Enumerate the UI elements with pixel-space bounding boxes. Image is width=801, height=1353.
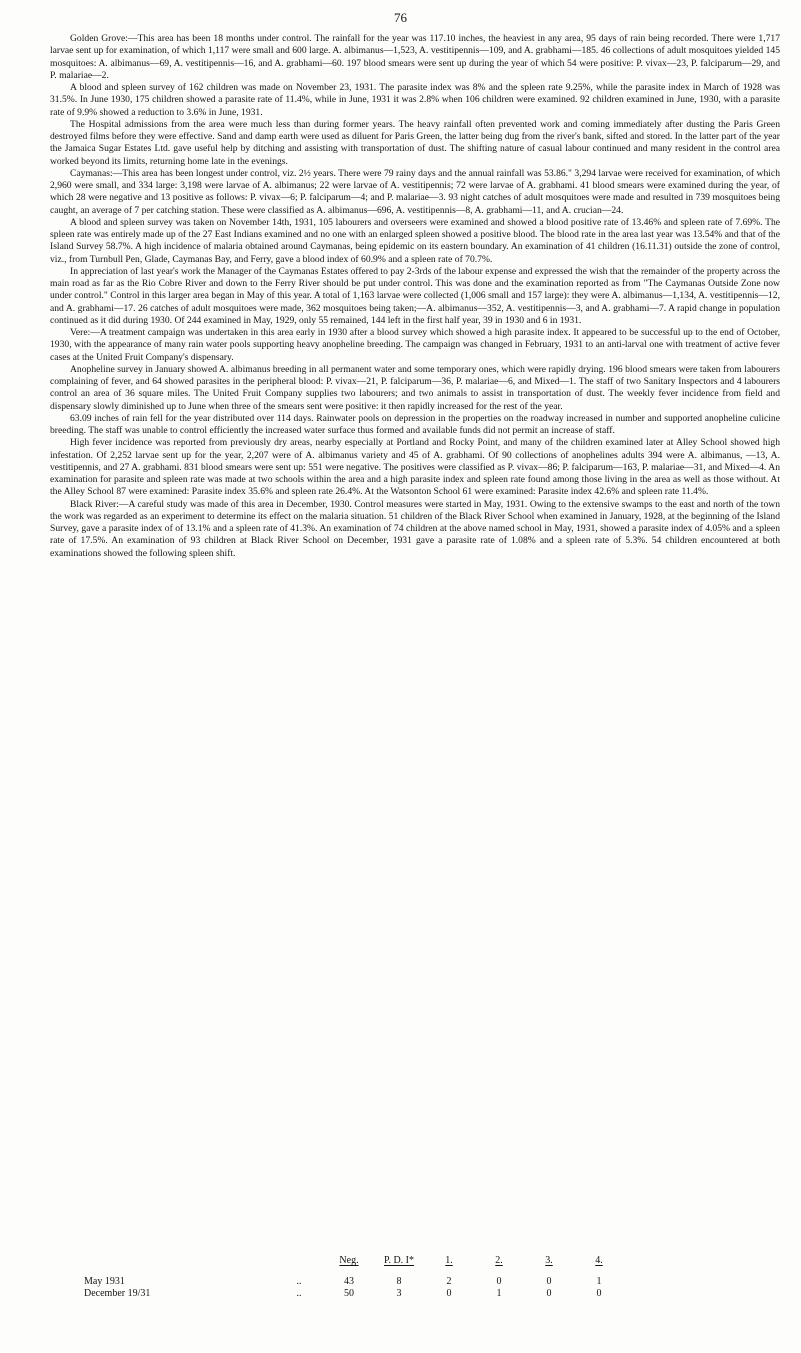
paragraph-caymanas: Caymanas:—This area has been longest under control, viz. 2½ years. There were 79 rainy days and the annual rainfall was 53.86." 3,294 larvae were received for examination, of which 2,960 were small, and 334 large: 3,198 were larvae of A. albimanus; 22 were larvae of A. vestitipennis; 72 were larvae of A. grabhami. 41 blood smears were examined during the year, of which 28 were negative and 13 positive as follows: P. vivax—6; P. falciparum—4; and P. malariae—3. 93 night catches of adult mosquitoes were made and resulted in 739 mosquitoes being caught, an average of 7 per catching station. These were classified as A. albimanus—696, A. vestitipennis—8, A. grabhami—11, and A. crucian—24. — [50, 167, 780, 216]
table-cell: 50 — [344, 1288, 354, 1299]
table-cell: 43 — [344, 1276, 354, 1287]
table-cell: .. — [296, 1276, 302, 1287]
paragraph-caymanas-outside-zone: In appreciation of last year's work the Manager of the Caymanas Estates offered to pay 2-3rds of the labour expense and expressed the wish that the remainder of the property across the main road as far as the Rio Cobre River and down to the Ferry River should be put under control. This was done and the examination reported as from "The Caymanas Outside Zone now under control." Control in this larger area began in May of this year. A total of 1,163 larvae were collected (1,006 small and 157 large): they were A. albimanus—1,134, A. vestitipennis—12, and A. grabhami—17. 26 catches of adult mosquitoes were made, 362 mosquitoes being taken;—A. albimanus—352, A. vestitipennis—3, and A. grabhami—7. A rapid change in population continued as it did during 1930. Of 244 examined in May, 1929, only 55 remained, 144 left in the first half year, 39 in 1930 and 6 in 1931. — [50, 265, 780, 326]
page-number: 76 — [394, 10, 407, 25]
table-cell: May 1931 — [84, 1276, 125, 1287]
table-row — [84, 1288, 624, 1300]
table-cell: 0 — [496, 1276, 502, 1287]
report-body — [50, 33, 780, 560]
paragraph-vere-anopheline: Anopheline survey in January showed A. albimanus breeding in all permanent water and some temporary ones, which were rapidly drying. 196 blood smears were taken from labourers complaining of fever, and 64 showed parasites in the peripheral blood: P. vivax—21, P. falciparum—36, P. malariae—6, and Mixed—1. The staff of two Sanitary Inspectors and 4 labourers control an area of 36 square miles. The United Fruit Company supplies two labourers; and two animals to assist in transportation of dust. The weekly fever incidence from field and dispensary slowly diminished up to June when three of the smears sent were positive: it then rapidly increased for the rest of the year. — [50, 363, 780, 412]
table-header-cell: P. D. I* — [383, 1255, 414, 1266]
table-cell: 3 — [396, 1288, 402, 1299]
table-header-cell — [84, 1255, 274, 1267]
table-header-row — [84, 1255, 624, 1267]
table-cell: 0 — [546, 1276, 552, 1287]
paragraph-vere: Vere:—A treatment campaign was undertaken in this area early in 1930 after a blood survey which showed a high parasite index. It appeared to be successful up to the end of October, 1930, with the appearance of many rain water pools supporting heavy anopheline breeding. The campaign was changed in February, 1931 to an anti-larval one with treatment of active fever cases at the United Fruit Company's dispensary. — [50, 327, 780, 363]
paragraph-golden-grove-hospital: The Hospital admissions from the area were much less than during former years. The heavy rainfall often prevented work and coming immediately after dusting the Paris Green destroyed films before they were effective. Sand and damp earth were used as diluent for Paris Green, the latter being dug from the river's bank, sifted and stored. In the latter part of the year the Jamaica Sugar Estates Ltd. gave useful help by ditching and assisting with transportation of dust. The shifting nature of casual labour continued and many resident in the control area worked beyond its limits, returning home late in the evenings. — [50, 118, 780, 167]
table-header-cell: 1. — [445, 1255, 453, 1266]
table-cell: 1 — [596, 1276, 602, 1287]
table-cell: 1 — [496, 1288, 502, 1299]
table-header-cell: 2. — [495, 1255, 503, 1266]
paragraph-black-river: Black River:—A careful study was made of this area in December, 1930. Control measures were started in May, 1931. Owing to the extensive swamps to the east and north of the town the work was regarded as an experiment to determine its effect on the malaria situation. 51 children of the Black River School when examined in January, 1928, at the beginning of the Island Survey, gave a parasite index of of 13.1% and a spleen rate of 41.3%. An examination of 74 children at the above named school in May, 1931, showed a parasite index of 4.05% and a spleen rate of 17.5%. An examination of 93 children at Black River School on December, 1931 gave a parasite rate of 1.08% and a spleen rate of 5.3%. 54 children encountered at both examinations showed the following spleen shift. — [50, 498, 780, 559]
table-cell: 0 — [546, 1288, 552, 1299]
table-cell: December 19/31 — [84, 1288, 151, 1299]
table-cell: 8 — [396, 1276, 402, 1287]
table-row — [84, 1276, 624, 1288]
table-header-cell: Neg. — [339, 1255, 359, 1266]
table-cell: 0 — [596, 1288, 602, 1299]
table-header-cell: 3. — [545, 1255, 553, 1266]
table-header-cell — [274, 1255, 324, 1267]
table-cell: .. — [296, 1288, 302, 1299]
paragraph-vere-rainfall: 63.09 inches of rain fell for the year distributed over 114 days. Rainwater pools on depression in the properties on the roadway increased in number and supported anopheline culicine breeding. The staff was unable to control efficiently the increased water surface thus formed and available funds did not permit an increase of staff. — [50, 412, 780, 436]
spleen-shift-table — [50, 1255, 780, 1300]
table-header-cell: 4. — [595, 1255, 603, 1266]
table-cell: 2 — [446, 1276, 452, 1287]
table-cell: 0 — [446, 1288, 452, 1299]
paragraph-caymanas-survey: A blood and spleen survey was taken on November 14th, 1931, 105 labourers and overseers were examined and showed a blood positive rate of 13.46% and spleen rate of 7.69%. The spleen rate was entirely made up of the 27 East Indians examined and no one with an enlarged spleen showed a positive blood. The blood rate in the area last year was 13.54% and that of the Island Survey 58.7%. A high incidence of malaria obtained around Caymanas, being epidemic on its eastern boundary. An examination of 41 children (16.11.31) outside the zone of control, viz., from Turnbull Pen, Glade, Caymanas Bay, and Ferry, gave a blood index of 60.9% and a spleen rate of 70.7%. — [50, 216, 780, 265]
paragraph-golden-grove-survey: A blood and spleen survey of 162 children was made on November 23, 1931. The parasite index was 8% and the spleen rate 9.25%, while the parasite index in March of 1928 was 31.5%. In June 1930, 175 children showed a parasite rate of 11.4%, while in June, 1931 it was 2.8% when 106 children were examined. 92 children examined in June, 1930, with a parasite rate of 9.9% showed a reduction to 3.6% in June, 1931. — [50, 82, 780, 118]
paragraph-golden-grove: Golden Grove:—This area has been 18 months under control. The rainfall for the year was 117.10 inches, the heaviest in any area, 95 days of rain being recorded. There were 1,717 larvae sent up for examination, of which 1,117 were small and 600 large. A. albimanus—1,523, A. vestitipennis—109, and A. grabhami—185. 46 collections of adult mosquitoes yielded 145 mosquitoes: A. albimanus—69, A. vestitipennis—16, and A. grabhami—60. 197 blood smears were sent up during the year of which 54 were positive: P. vivax—23, P. falciparum—29, and P. malariae—2. — [50, 33, 780, 81]
paragraph-vere-fever: High fever incidence was reported from previously dry areas, nearby especially at Portland and Rocky Point, and many of the children examined later at Alley School showed high infestation. Of 2,252 larvae sent up for the year, 2,207 were of A. albimanus variety and 45 of A. grabhami. Of 90 collections of anophelines adults 394 were A. albimanus, —13, A. vestitipennis, and 27 A. grabhami. 831 blood smears were sent up: 551 were negative. The positives were classified as P. vivax—86; P. falciparum—163, P. malariae—31, and Mixed—4. An examination for parasite and spleen rate was made at two schools within the area and a high parasite index and spleen rate found among those living in the area as well as those without. At the Alley School 87 were examined: Parasite index 35.6% and spleen rate 26.4%. At the Watsonton School 61 were examined: Parasite index 42.6% and spleen rate 11.4%. — [50, 437, 780, 498]
